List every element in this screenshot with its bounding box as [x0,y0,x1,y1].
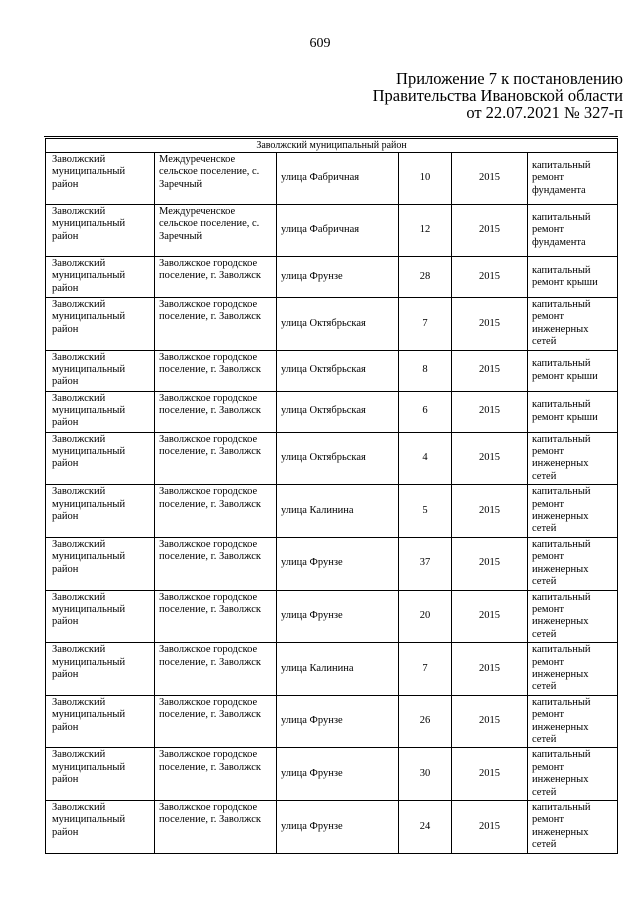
table-row [46,350,618,391]
header-line-2: Правительства Ивановской области [372,86,623,105]
cell-street: улица Октябрьская [277,350,399,391]
cell-work-type: капитальный ремонт инженерных сетей [528,485,618,538]
cell-district: Заволжский муниципальный район [46,432,155,485]
cell-year: 2015 [452,801,528,854]
cell-district: Заволжский муниципальный район [46,537,155,590]
cell-district: Заволжский муниципальный район [46,590,155,643]
cell-street: улица Фабричная [277,205,399,257]
cell-street: улица Октябрьская [277,432,399,485]
cell-district: Заволжский муниципальный район [46,695,155,748]
table-row [46,643,618,696]
cell-work-type: капитальный ремонт инженерных сетей [528,695,618,748]
cell-settlement: Заволжское городское поселение, г. Заволжск [155,643,277,696]
cell-work-type: капитальный ремонт инженерных сетей [528,537,618,590]
table-row [46,748,618,801]
cell-street: улица Октябрьская [277,391,399,432]
cell-house-number: 20 [399,590,452,643]
page-number: 609 [309,36,331,51]
cell-district: Заволжский муниципальный район [46,350,155,391]
cell-street: улица Фрунзе [277,537,399,590]
buildings-table [45,138,618,854]
cell-year: 2015 [452,205,528,257]
cell-street: улица Калинина [277,643,399,696]
cell-work-type: капитальный ремонт инженерных сетей [528,801,618,854]
cell-street: улица Калинина [277,485,399,538]
cell-street: улица Фрунзе [277,748,399,801]
cell-house-number: 37 [399,537,452,590]
cell-settlement: Заволжское городское поселение, г. Заволжск [155,350,277,391]
cell-year: 2015 [452,298,528,351]
table-row [46,801,618,854]
cell-year: 2015 [452,350,528,391]
cell-district: Заволжский муниципальный район [46,643,155,696]
cell-house-number: 7 [399,643,452,696]
district-title: Заволжский муниципальный район [46,139,618,153]
cell-year: 2015 [452,537,528,590]
cell-settlement: Междуреченское сельское поселение, с. Заречный [155,205,277,257]
table-row [46,537,618,590]
cell-work-type: капитальный ремонт фундамента [528,205,618,257]
cell-settlement: Заволжское городское поселение, г. Заволжск [155,257,277,298]
cell-year: 2015 [452,432,528,485]
table-row [46,257,618,298]
cell-work-type: капитальный ремонт инженерных сетей [528,748,618,801]
cell-house-number: 5 [399,485,452,538]
cell-district: Заволжский муниципальный район [46,153,155,205]
cell-street: улица Фрунзе [277,695,399,748]
cell-house-number: 4 [399,432,452,485]
cell-district: Заволжский муниципальный район [46,298,155,351]
table-row [46,695,618,748]
cell-work-type: капитальный ремонт инженерных сетей [528,298,618,351]
table-row [46,391,618,432]
table-top-rule [44,136,618,137]
cell-district: Заволжский муниципальный район [46,801,155,854]
cell-work-type: капитальный ремонт крыши [528,257,618,298]
cell-district: Заволжский муниципальный район [46,748,155,801]
cell-year: 2015 [452,153,528,205]
cell-street: улица Фабричная [277,153,399,205]
table-row [46,153,618,205]
cell-year: 2015 [452,485,528,538]
district-header-row [46,139,618,153]
cell-settlement: Заволжское городское поселение, г. Заволжск [155,695,277,748]
cell-settlement: Заволжское городское поселение, г. Заволжск [155,391,277,432]
cell-year: 2015 [452,643,528,696]
cell-house-number: 8 [399,350,452,391]
cell-street: улица Октябрьская [277,298,399,351]
cell-settlement: Междуреченское сельское поселение, с. Заречный [155,153,277,205]
cell-settlement: Заволжское городское поселение, г. Заволжск [155,537,277,590]
cell-house-number: 24 [399,801,452,854]
table-row [46,298,618,351]
cell-street: улица Фрунзе [277,257,399,298]
cell-house-number: 10 [399,153,452,205]
cell-settlement: Заволжское городское поселение, г. Заволжск [155,298,277,351]
document-header [373,70,623,121]
cell-house-number: 30 [399,748,452,801]
cell-year: 2015 [452,748,528,801]
table-row [46,485,618,538]
cell-year: 2015 [452,590,528,643]
cell-house-number: 26 [399,695,452,748]
cell-work-type: капитальный ремонт инженерных сетей [528,643,618,696]
cell-street: улица Фрунзе [277,801,399,854]
cell-work-type: капитальный ремонт крыши [528,391,618,432]
cell-district: Заволжский муниципальный район [46,391,155,432]
cell-settlement: Заволжское городское поселение, г. Заволжск [155,748,277,801]
cell-street: улица Фрунзе [277,590,399,643]
cell-year: 2015 [452,695,528,748]
cell-house-number: 12 [399,205,452,257]
cell-district: Заволжский муниципальный район [46,205,155,257]
header-line-1: Приложение 7 к постановлению [396,69,623,88]
cell-settlement: Заволжское городское поселение, г. Заволжск [155,590,277,643]
cell-district: Заволжский муниципальный район [46,257,155,298]
table-row [46,205,618,257]
cell-year: 2015 [452,257,528,298]
cell-house-number: 6 [399,391,452,432]
cell-house-number: 28 [399,257,452,298]
cell-work-type: капитальный ремонт инженерных сетей [528,432,618,485]
cell-settlement: Заволжское городское поселение, г. Заволжск [155,485,277,538]
cell-settlement: Заволжское городское поселение, г. Заволжск [155,432,277,485]
cell-district: Заволжский муниципальный район [46,485,155,538]
table-row [46,432,618,485]
header-line-3: от 22.07.2021 № 327-п [466,103,623,122]
table-row [46,590,618,643]
cell-settlement: Заволжское городское поселение, г. Заволжск [155,801,277,854]
cell-work-type: капитальный ремонт крыши [528,350,618,391]
cell-house-number: 7 [399,298,452,351]
cell-year: 2015 [452,391,528,432]
cell-work-type: капитальный ремонт инженерных сетей [528,590,618,643]
cell-work-type: капитальный ремонт фундамента [528,153,618,205]
